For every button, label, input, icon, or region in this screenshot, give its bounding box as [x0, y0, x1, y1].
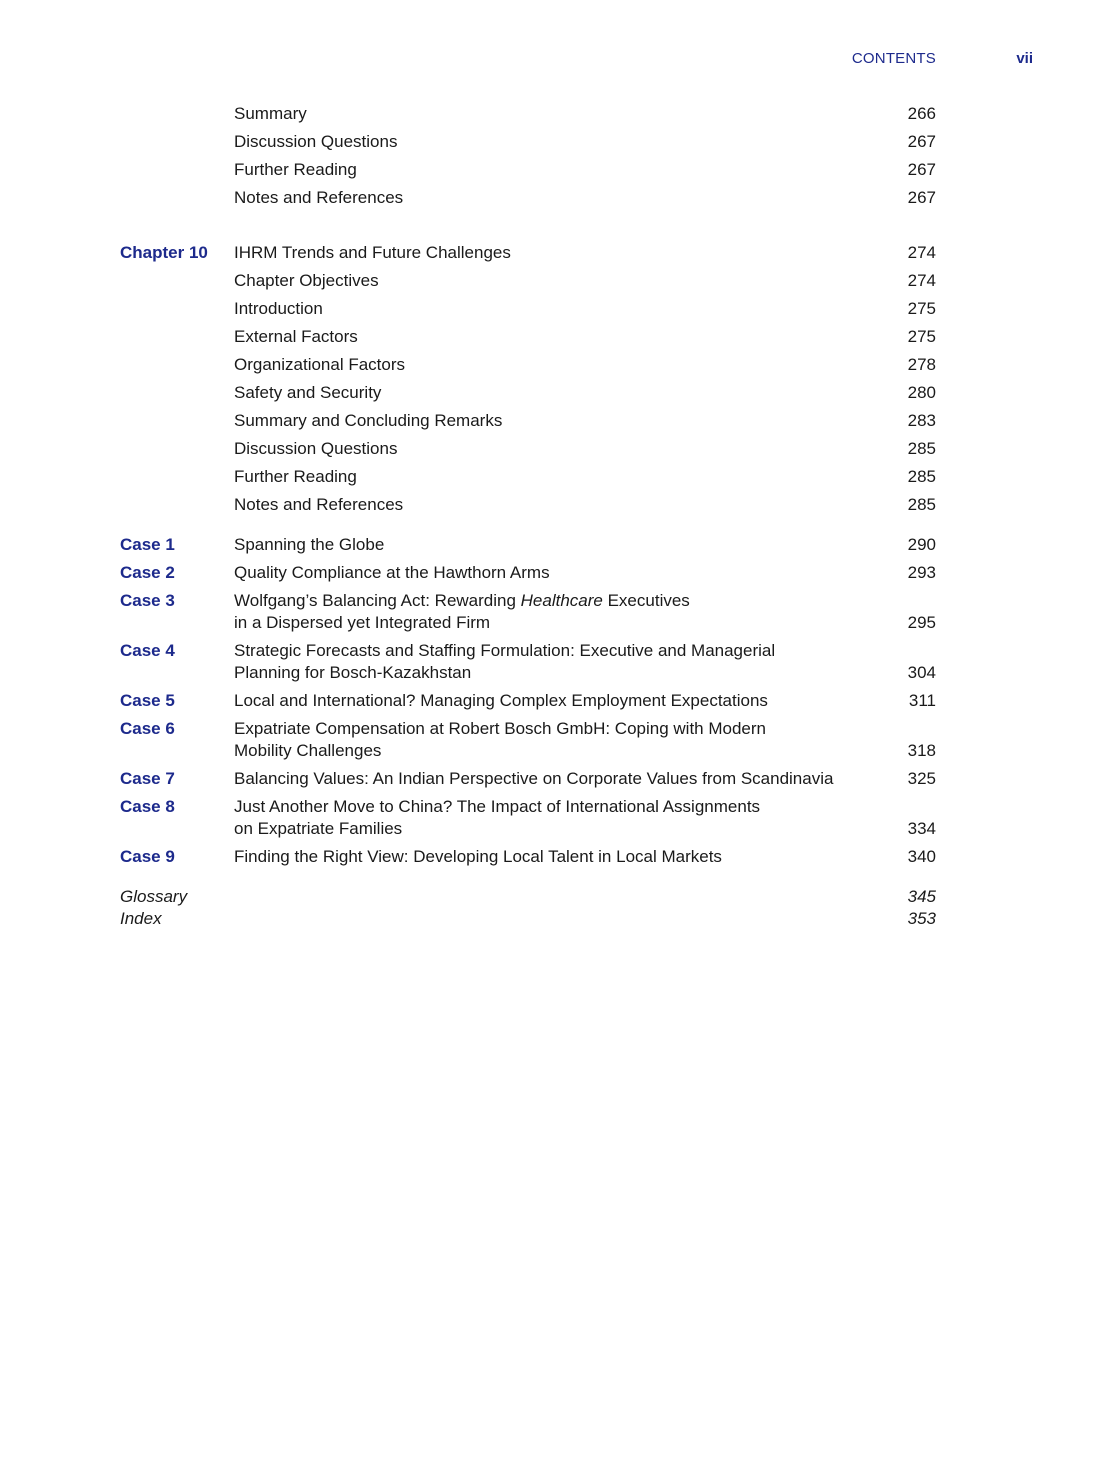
case-label: Case 5 — [120, 691, 175, 710]
case-page: 318 — [907, 741, 936, 760]
entry-title: Discussion Questions — [234, 132, 398, 151]
entry-page: 278 — [907, 355, 936, 374]
entry-title: Notes and References — [234, 188, 404, 207]
back-matter-page: 345 — [907, 887, 936, 906]
case-page: 293 — [907, 563, 936, 582]
back-matter — [120, 886, 936, 930]
toc-entry[interactable] — [120, 103, 936, 125]
case-entry[interactable] — [120, 846, 936, 868]
case-label: Case 8 — [120, 797, 175, 816]
case-title: Just Another Move to China? The Impact of International Assignments on Expatriate Families — [234, 797, 761, 838]
entry-page: 267 — [907, 160, 936, 179]
entry-page: 275 — [907, 299, 936, 318]
case-entry[interactable] — [120, 562, 936, 584]
toc-entry[interactable] — [120, 187, 936, 209]
case-label: Case 4 — [120, 641, 175, 660]
entry-title: Chapter Objectives — [234, 271, 379, 290]
entry-title: Further Reading — [234, 467, 357, 486]
entry-page: 267 — [907, 132, 936, 151]
back-matter-entry[interactable] — [120, 908, 936, 930]
entry-title: Summary — [234, 104, 307, 123]
case-title: Local and International? Managing Complex Employment Expectations — [234, 691, 768, 710]
toc-entry[interactable] — [120, 466, 936, 488]
case-page: 340 — [907, 847, 936, 866]
toc-entry[interactable] — [120, 270, 936, 292]
entry-title: Organizational Factors — [234, 355, 406, 374]
entry-page: 285 — [907, 495, 936, 514]
case-label: Case 9 — [120, 847, 175, 866]
toc-entry[interactable] — [120, 131, 936, 153]
entry-title: Summary and Concluding Remarks — [234, 411, 503, 430]
case-label: Case 1 — [120, 535, 175, 554]
case-entry[interactable] — [120, 718, 936, 762]
back-matter-title: Glossary — [120, 887, 188, 906]
toc-entry[interactable] — [120, 494, 936, 516]
case-page: 290 — [907, 535, 936, 554]
entry-page: 280 — [907, 383, 936, 402]
page-number: vii — [1016, 50, 1033, 67]
entry-page: 267 — [907, 188, 936, 207]
entry-title: Further Reading — [234, 160, 357, 179]
case-entry[interactable] — [120, 796, 936, 840]
case-page: 334 — [907, 819, 936, 838]
case-entry[interactable] — [120, 640, 936, 684]
case-entry[interactable] — [120, 590, 936, 634]
running-head — [0, 50, 1106, 70]
case-page: 325 — [907, 769, 936, 788]
entry-page: 274 — [907, 271, 936, 290]
case-label: Case 3 — [120, 591, 175, 610]
entry-title: Discussion Questions — [234, 439, 398, 458]
entry-page: 285 — [907, 439, 936, 458]
case-entry[interactable] — [120, 534, 936, 556]
table-of-contents — [120, 103, 936, 930]
back-matter-title: Index — [120, 909, 162, 928]
case-title: Spanning the Globe — [234, 535, 385, 554]
entry-page: 285 — [907, 467, 936, 486]
back-matter-entry[interactable] — [120, 886, 936, 908]
entry-title: Safety and Security — [234, 383, 382, 402]
entry-title: Introduction — [234, 299, 323, 318]
case-label: Case 7 — [120, 769, 175, 788]
entry-page: 275 — [907, 327, 936, 346]
case-title: Finding the Right View: Developing Local Talent in Local Markets — [234, 847, 722, 866]
entry-title: External Factors — [234, 327, 358, 346]
case-page: 304 — [907, 663, 936, 682]
case-title: Expatriate Compensation at Robert Bosch GmbH: Coping with Modern Mobility Challenges — [234, 719, 766, 760]
toc-entry[interactable] — [120, 438, 936, 460]
chapter-heading[interactable] — [120, 242, 936, 264]
entry-page: 266 — [907, 104, 936, 123]
case-label: Case 2 — [120, 563, 175, 582]
chapter-page: 274 — [907, 243, 936, 262]
toc-entry[interactable] — [120, 326, 936, 348]
entry-title: Notes and References — [234, 495, 404, 514]
toc-entry[interactable] — [120, 159, 936, 181]
running-head-label: CONTENTS — [851, 50, 936, 67]
case-title: Strategic Forecasts and Staffing Formulation: Executive and Managerial Planning for Bosch-Kazakhstan — [234, 641, 776, 682]
toc-entry[interactable] — [120, 354, 936, 376]
case-title: Quality Compliance at the Hawthorn Arms — [234, 563, 550, 582]
case-page: 295 — [907, 613, 936, 632]
back-matter-page: 353 — [907, 909, 936, 928]
toc-entry[interactable] — [120, 298, 936, 320]
case-entry[interactable] — [120, 690, 936, 712]
case-page: 311 — [908, 691, 936, 710]
case-entry[interactable] — [120, 768, 936, 790]
toc-entry[interactable] — [120, 382, 936, 404]
case-title: Wolfgang’s Balancing Act: Rewarding Healthcare Executives in a Dispersed yet Integrated Firm — [234, 591, 690, 632]
case-label: Case 6 — [120, 719, 175, 738]
toc-entry[interactable] — [120, 410, 936, 432]
chapter-label: Chapter 10 — [120, 243, 208, 262]
entry-page: 283 — [907, 411, 936, 430]
chapter-title: IHRM Trends and Future Challenges — [234, 243, 511, 262]
case-title: Balancing Values: An Indian Perspective on Corporate Values from Scandinavia — [234, 769, 834, 788]
